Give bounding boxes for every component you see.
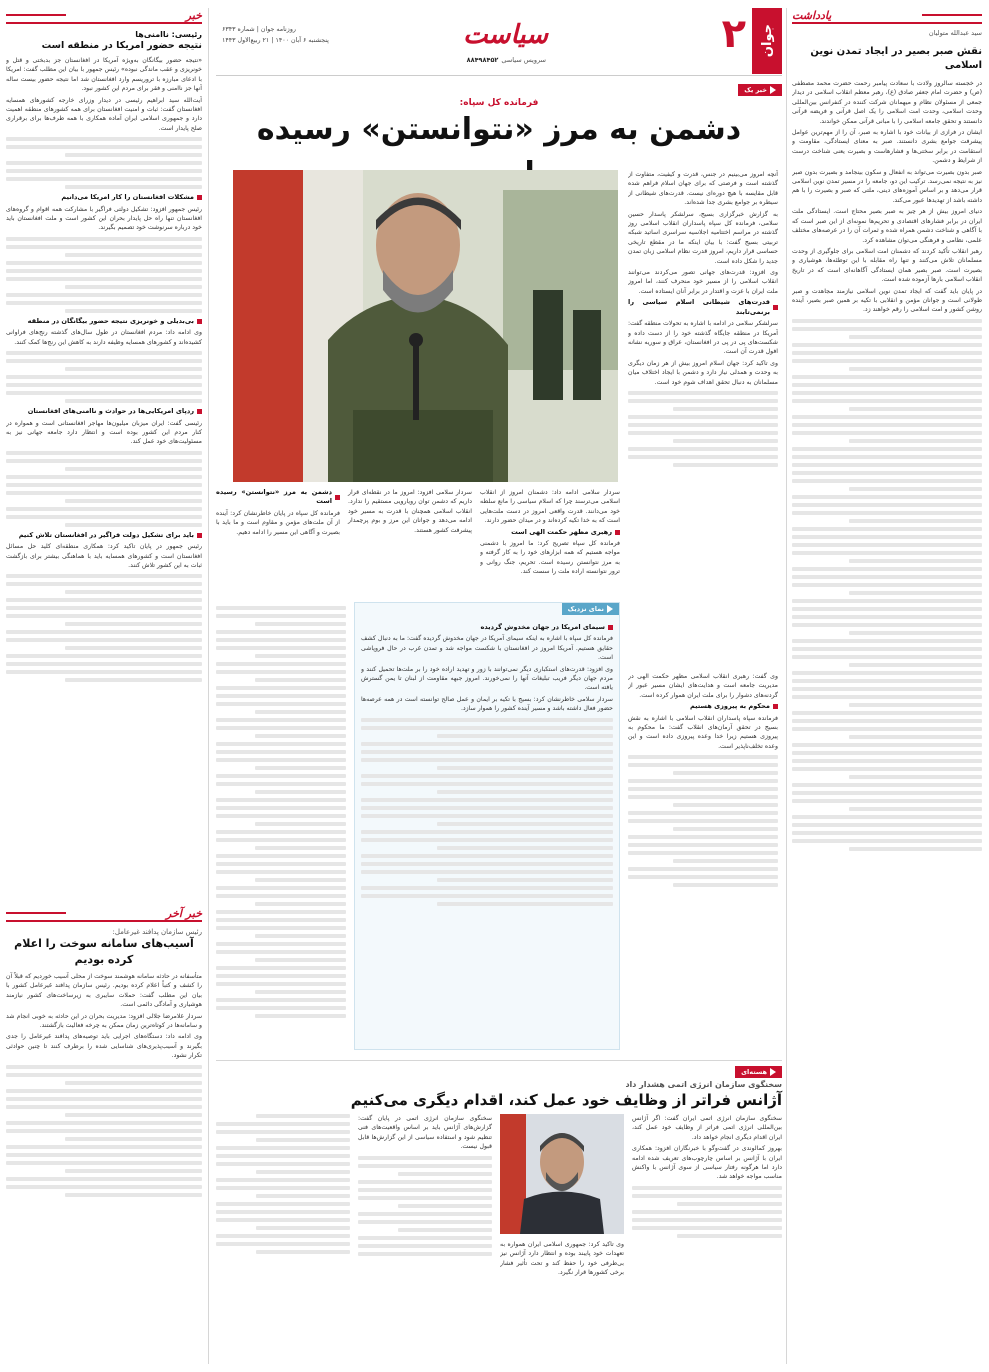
story-paragraph: به گزارش خبرگزاری بسیج، سرلشکر پاسدار حسین سلامی، فرمانده کل سپاه پاسداران انقلاب اسلامی روز گذشته در مراسم اختتامیه اجلاسیه سراسری اساتید شبکه تربیتی بسیج گفت: با بیان اینکه ما در مقطع تاریخی حساسی قرار داریم، امروز قدرت نظام اسلامی زبان تمدن جدید را شکل داده است.	[628, 210, 778, 265]
editorial-title: نقش صبر بصیر در ایجاد تمدن نوین اسلامی	[810, 46, 982, 71]
news-tag-label: خبر یک	[744, 86, 767, 94]
story-column-2	[628, 672, 778, 1052]
nearview-tag	[562, 603, 619, 615]
story-subhead: محکوم به پیروزی هستیم	[628, 702, 778, 711]
nuclear-tag-label: هسته‌ای	[741, 1068, 767, 1076]
story-subhead: دشمن به مرز «نتوانستن» رسیده است	[216, 488, 340, 507]
speaker-photo-illustration	[233, 170, 618, 482]
main-photo	[233, 170, 618, 482]
editorial-paragraph: در پایان باید گفت که ایجاد تمدن نوین اسلامی نیازمند مجاهدت و صبر طولانی است و جوانان مؤمن و انقلابی با تکیه بر همین صبر بصیر، آینده روشن کشور و امت اسلامی را رقم خواهند زد.	[792, 287, 982, 314]
nuclear-col-1	[632, 1114, 782, 1364]
paper-date: پنجشنبه ۶ آبان ۱۴۰۰ | ۲۱ ربیع‌الاول ۱۴۴۳	[222, 37, 329, 44]
editorial-banner	[792, 8, 982, 24]
section-sub: سرویس سیاسی	[501, 56, 546, 64]
section-subline	[467, 56, 546, 64]
left-subhead: مشکلات افغانستان را کار امریکا می‌دانیم	[6, 193, 202, 202]
nearview-subhead: سیمای امریکا در جهان مخدوش گردیده	[361, 623, 613, 632]
nearview-tag-label: نمای نزدیک	[567, 605, 604, 613]
left-title2: آسیب‌های سامانه سوخت را اعلام کرده بودیم	[14, 937, 194, 966]
left-paragraph: متأسفانه در حادثه سامانه هوشمند سوخت از محلی آسیب خوردیم که قبلاً آن را کشف و کتباً اعلام کرده بودیم. رئیس سازمان پدافند غیرعامل کشور با بیان این مطلب گفت: حملات سایبری به زیرساخت‌های کشور نیازمند هوشیاری و آمادگی دائمی است.	[6, 973, 202, 1009]
story-column-4	[216, 488, 472, 598]
spokesman-photo-illustration	[500, 1114, 624, 1234]
story-subhead: قدرت‌های شیطانی اسلام سیاسی را برنمی‌تابند	[628, 298, 778, 317]
editorial-column	[792, 8, 982, 1364]
story-paragraph: وی گفت: رهبری انقلاب اسلامی مظهر حکمت الهی در مدیریت جامعه است و هدایت‌های ایشان مسیر عبور از گردنه‌های دشوار را برای ملت ایران هموار کرده است.	[628, 673, 778, 699]
left-banner-2-label: خبر آخر	[166, 906, 202, 920]
left-banner	[6, 8, 202, 24]
nuclear-headline-block	[216, 1080, 782, 1111]
left-subhead: ردپای امریکایی‌ها در حوادث و ناامنی‌های افغانستان	[6, 407, 202, 416]
story-paragraph: سرلشکر سلامی در ادامه با اشاره به تحولات منطقه گفت: آمریکا در منطقه جایگاه گذشته خود را از دست داده و شکست‌های پی در پی در افغانستان، عراق و سوریه نشانه افول قدرت آن است.	[628, 320, 778, 356]
triangle-icon	[770, 86, 776, 94]
left-banner-2	[6, 906, 202, 922]
nuclear-kicker: سخنگوی سازمان انرژی اتمی هشدار داد	[625, 1080, 782, 1089]
nuclear-paragraph: وی تاکید کرد: جمهوری اسلامی ایران همواره به تعهدات خود پایبند بوده و انتظار دارد آژانس نیز بی‌طرفی خود را حفظ کند و تحت تأثیر فشار برخی کشورها قرار نگیرد.	[500, 1241, 624, 1277]
editorial-banner-label: یادداشت	[792, 8, 832, 22]
left-paragraph: رئیسی گفت: ایران میزبان میلیون‌ها مهاجر افغانستانی است و همواره در کنار مردم این کشور بوده است و انتظار دارد جامعه جهانی نیز به مسئولیت‌های خود عمل کند.	[6, 419, 202, 446]
logo	[752, 8, 782, 74]
section-phone: ۸۸۴۹۸۴۵۲	[466, 56, 499, 64]
nearview-paragraph: وی افزود: قدرت‌های استکباری دیگر نمی‌توانند با زور و تهدید اراده خود را بر ملت‌ها تحمیل کنند و مردم جهان دیگر فریب تبلیغات آنها را نمی‌خورند. امروز جبهه مقاومت از لبنان تا یمن گسترش یافته است.	[361, 665, 613, 692]
editorial-paragraph: رهبر انقلاب تأکید کردند که دشمنان امت اسلامی برای جلوگیری از وحدت مسلمانان تلاش می‌کنند و تنها راه مقابله با این توطئه‌ها، هوشیاری و بصیرت است. صبر بصیر همان ایستادگی آگاهانه‌ای است که در تاریخ انقلاب اسلامی بارها آزموده شده است.	[792, 247, 982, 284]
nuclear-tag	[735, 1066, 782, 1078]
masthead	[216, 8, 782, 76]
left-title1: نتیجه حضور امریکا در منطقه است	[41, 40, 202, 51]
news-tag	[738, 84, 782, 96]
story-paragraph: فرمانده کل سپاه تصریح کرد: ما امروز با دشمنی مواجه هستیم که همه ابزارهای خود را به کار گرفته و به مرز نتوانستن رسیده است. تحریم، جنگ روانی و ترور نتوانسته اراده ملت را سست کند.	[480, 540, 620, 576]
logo-text: جوان	[759, 24, 775, 58]
left-title2-small: رئیس سازمان پدافند غیرعامل:	[112, 928, 202, 936]
left-paragraph: رئیس جمهور در پایان تاکید کرد: همکاری منطقه‌ای کلید حل مسائل افغانستان است و کشورهای همسایه باید با هماهنگی بیشتر برای بازگشت ثبات به این کشور تلاش کنند.	[6, 543, 202, 569]
left-story1-body	[6, 56, 202, 896]
story-paragraph: وی تاکید کرد: جهان اسلام امروز بیش از هر زمان دیگری به وحدت و همدلی نیاز دارد و دشمن با ایجاد اختلاف میان مسلمانان به دنبال تحقق اهداف شوم خود است.	[628, 359, 778, 386]
triangle-icon	[607, 605, 613, 613]
nearview-box	[354, 602, 620, 1050]
nuclear-col-2	[500, 1240, 624, 1364]
editorial-paragraph: ایشان در فرازی از بیانات خود با اشاره به صبر، آن را از مهم‌ترین عوامل پیشرفت جوامع بشری دانستند. صبر به معنای ایستادگی، مقاومت و استقامت در برابر سختی‌ها و فشارهاست و بصیرت یعنی شناخت درست از شرایط و دشمن.	[792, 129, 982, 165]
left-column	[6, 8, 202, 1364]
text-filler	[792, 319, 982, 851]
nearview-body	[361, 621, 613, 1043]
editorial-body	[792, 79, 982, 1369]
editorial-paragraph: صبر بدون بصیرت می‌تواند به انفعال و سکون بینجامد و بصیرت بدون صبر نیز به نتیجه نمی‌رسد. ترکیب این دو، جامعه را در مسیر تمدن نوین اسلامی قرار می‌دهد و بر اساس آموزه‌های دینی، ملتی که صبر و بصیرت را با هم داشته باشد از تهدیدها عبور می‌کند.	[792, 168, 982, 204]
left-subhead: بی‌بدیلی و خونریزی نتیجه حضور بیگانگان در منطقه	[6, 317, 202, 326]
nearview-paragraph: سردار سلامی خاطرنشان کرد: بسیج با تکیه بر ایمان و عمل صالح توانسته است در همه عرصه‌ها حضور فعال داشته باشد و مسیر آینده کشور را هموار سازد.	[361, 695, 613, 713]
left-paragraph: وی ادامه داد: مردم افغانستان در طول سال‌های گذشته رنج‌های فراوانی کشیده‌اند و کشورهای همسایه وظیفه دارند به کاهش این رنج‌ها کمک کنند.	[6, 329, 202, 346]
page-number: ۲	[721, 11, 746, 57]
story-paragraph: سردار سلامی افزود: امروز ما در نقطه‌ای قرار داریم که دشمن توان رویارویی مستقیم را ندارد. انقلاب اسلامی همچنان با قدرت به مسیر خود ادامه می‌دهد و جوانان این مرز و بوم پرچمدار پیشرفت کشور هستند.	[348, 489, 472, 534]
nearview-paragraph: فرمانده کل سپاه با اشاره به اینکه سیمای آمریکا در جهان مخدوش گردیده گفت: ما به دنبال کشف حقایق هستیم. آمریکا امروز در افغانستان با شکست مواجه شد و تمدن غرب در حال فروپاشی است.	[361, 635, 613, 662]
left-paragraph: سردار غلامرضا جلالی افزود: مدیریت بحران در این حادثه به خوبی انجام شد و سامانه‌ها در کوتاه‌ترین زمان ممکن به چرخه فعالیت بازگشتند.	[6, 1012, 202, 1030]
left-paragraph: آیت‌الله سید ابراهیم رئیسی در دیدار وزرای خارجه کشورهای همسایه افغانستان گفت: ثبات و امنیت افغانستان برای همه کشورهای منطقه اهمیت دارد و جمهوری اسلامی ایران آماده همکاری با همه طرف‌ها برای برقراری صلح پایدار است.	[6, 96, 202, 132]
main-kicker: فرمانده کل سپاه:	[459, 98, 539, 108]
editorial-paragraph: در خجسته سالروز ولادت با سعادت پیامبر رحمت حضرت محمد مصطفی (ص) و حضرت امام جعفر صادق (ع)، رهبر معظم انقلاب اسلامی در دیدار جمعی از مسئولان نظام و میهمانان شرکت کننده در کنفرانس بین‌المللی وحدت اسلامی، وحدت امت اسلامی را یک اصل قرآنی و فریضه قرآنی دانستند و تحقق جامعه اسلامی را با مبانی قرآنی ممکن خواندند.	[792, 80, 982, 125]
left-paragraph: وی ادامه داد: دستگاه‌های اجرایی باید توصیه‌های پدافند غیرعامل را جدی بگیرند و آسیب‌پذیری‌های شناسایی شده را برطرف کنند تا چنین حوادثی تکرار نشود.	[6, 1033, 202, 1060]
editorial-author: سید عبدالله متولیان	[928, 29, 982, 37]
left-title1-small: رئیسی: ناامنی‌ها	[135, 30, 202, 39]
nuclear-paragraph: بهروز کمالوندی در گفت‌وگو با خبرنگاران افزود: همکاری ایران با آژانس بر اساس چارچوب‌های تعریف شده ادامه دارد اما هرگونه رفتار سیاسی از سوی آژانس با واکنش مناسب مواجه خواهد شد.	[632, 1145, 782, 1181]
nuclear-paragraph: سخنگوی سازمان انرژی اتمی در پایان گفت: گزارش‌های آژانس باید بر اساس واقعیت‌های فنی تنظیم شود و استفاده سیاسی از این گزارش‌ها قابل قبول نیست.	[358, 1115, 492, 1151]
triangle-icon	[770, 1068, 776, 1076]
story-paragraph: آنچه امروز می‌بینیم در جنس، قدرت و کیفیت، متفاوت از گذشته است و فرصتی که برای جهان اسلام فراهم شده قابل مقایسه با هیچ دوره‌ای نیست. قدرت‌های شیطانی از سیطره بر جوامع بشری جدا شده‌اند.	[628, 171, 778, 207]
story-paragraph: فرمانده سپاه پاسداران انقلاب اسلامی با اشاره به نقش بسیج در تحقق آرمان‌های انقلاب گفت: ما محکوم به پیروزی هستیم زیرا خدا وعده پیروزی داده است و این وعده تخلف‌ناپذیر است.	[628, 714, 778, 750]
nuclear-col-3	[216, 1114, 492, 1364]
story-column-3	[480, 488, 620, 598]
nuclear-paragraph: سخنگوی سازمان انرژی اتمی ایران گفت: اگر آژانس بین‌المللی انرژی اتمی فراتر از وظایف خود عمل کند، ایران اقدام دیگری انجام خواهد داد.	[632, 1115, 782, 1141]
paper-issue: روزنامه جوان | شماره ۶۳۴۳	[222, 26, 296, 33]
nuclear-photo	[500, 1114, 624, 1234]
editorial-paragraph: دنیای امروز بیش از هر چیز به صبر بصیر محتاج است. ایستادگی ملت ایران در برابر فشارهای اقتصادی و تحریم‌ها نمونه‌ای از این صبر است که با آگاهی و شناخت دشمن همراه شده و ثمرات آن را در عرصه‌های مختلف علمی، نظامی و فرهنگی می‌توان مشاهده کرد.	[792, 208, 982, 244]
left-subhead: باید برای تشکیل دولت فراگیر در افغانستان تلاش کنیم	[6, 531, 202, 540]
left-paragraph: رئیس جمهور افزود: تشکیل دولتی فراگیر با مشارکت همه اقوام و گروه‌های افغانستان تنها راه حل پایدار بحران این کشور است و ملت افغانستان باید خود درباره سرنوشت خود تصمیم بگیرند.	[6, 205, 202, 232]
story-column-5	[216, 602, 346, 1050]
nuclear-headline: آژانس فراتر از وظایف خود عمل کند، اقدام دیگری می‌کنیم	[350, 1091, 782, 1109]
left-paragraph: «نتیجه حضور بیگانگان به‌ویژه آمریکا در افغانستان جز بدبختی و قتل و خونریزی و عقب ماندگی نبوده» رئیس جمهور با بیان این مطلب گفت: امریکا با ادعای مبارزه با تروریسم وارد افغانستان شد اما نتیجه حضور بیست ساله آنها جز ناامنی و فقر برای مردم این کشور نبود.	[6, 57, 202, 93]
left-banner-label: خبر	[185, 8, 202, 22]
left-story2-body	[6, 972, 202, 1362]
story-paragraph: وی افزود: قدرت‌های جهانی تصور می‌کردند می‌توانند انقلاب اسلامی را از مسیر خود منحرف کنند، اما امروز ملت ایران با عزت و اقتدار در برابر آنان ایستاده است.	[628, 269, 778, 295]
story-paragraph: فرمانده کل سپاه در پایان خاطرنشان کرد: آینده از آن ملت‌های مؤمن و مقاوم است و ما باید با بصیرت و آگاهی این مسیر را ادامه دهیم.	[216, 509, 340, 536]
story-paragraph: سردار سلامی ادامه داد: دشمنان امروز از انقلاب اسلامی می‌ترسند چرا که اسلام سیاسی را مانع سلطه خود می‌دانند. قدرت واقعی امروز در دست ملت‌هایی است که به خدا تکیه کرده‌اند و در میدان حضور دارند.	[480, 489, 620, 525]
section-title: سیاست	[463, 20, 548, 50]
story-subhead: رهبری مظهر حکمت الهی است	[480, 528, 620, 537]
paper-info	[222, 26, 412, 44]
story-column-right	[628, 170, 778, 668]
main-headline: دشمن به مرز «نتوانستن» رسیده	[256, 112, 742, 147]
